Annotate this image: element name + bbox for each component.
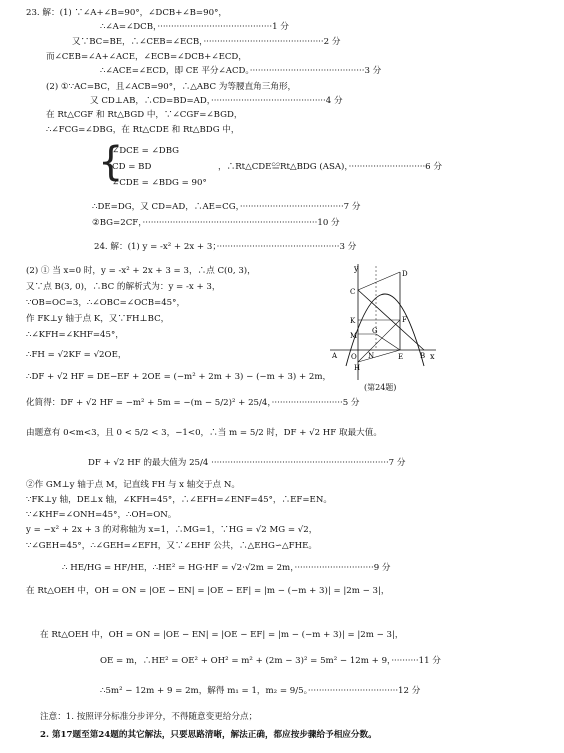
q24-part2-line-5: ∴∠KFH=∠KHF=45°，: [26, 330, 124, 340]
q24-part2-line-7: ∴DF + √2 HF = DE−EF + 2OE = (−m² + 2m + 3) − (−m + 3) + 2m，: [26, 372, 332, 382]
q24-header: 24. 解：(1) y = -x² + 2x + 3；·············································3 分: [94, 242, 357, 252]
system-row-1: ∠DCE = ∠DBG: [112, 146, 180, 156]
q24-part2-line-10: DF + √2 HF 的最大值为 25/4 ·································································7 分: [88, 458, 406, 468]
q23-step-3: 而∠CEB=∠A+∠ACE，∠ECB=∠DCB+∠ECD，: [46, 52, 247, 62]
system-row-3: ∠CDE = ∠BDG = 90°: [112, 178, 207, 188]
q24-part3-line-6: ∴ HE/HG = HF/HE，∴HE² = HG·HF = √2·√2m = 2m，·····························9 分: [62, 563, 391, 573]
system-brace: {: [98, 139, 124, 185]
label-f: F: [402, 316, 407, 324]
label-g: G: [372, 327, 378, 335]
q24-part3-line-10: ∴5m² − 12m + 9 = 2m，解得 m₁ = 1，m₂ = 9/5。·································12 分: [100, 686, 421, 696]
q24-part3-line-4: y = −x² + 2x + 3 的对称轴为 x=1，∴MG=1，∵HG = √2 MG = √2，: [26, 525, 318, 535]
q24-part2-line-6: ∴FH = √2KF = √2OE，: [26, 350, 127, 360]
label-b: B: [420, 352, 426, 360]
q24-figure: [330, 262, 438, 394]
q23-part2-step-4: ∴DE=DG，又 CD=AD，∴AE=CG，······································7 分: [92, 202, 361, 212]
q23-step-1: ∴∠A=∠DCB，··········································1 分: [100, 22, 289, 32]
note-line-1: 注意：1. 按照评分标准分步评分，不得随意变更给分点；: [40, 712, 258, 722]
label-o: O: [351, 353, 357, 361]
system-row-2: CD = BD: [112, 162, 152, 172]
label-e: E: [398, 353, 404, 361]
label-k: K: [350, 317, 356, 325]
label-d: D: [402, 270, 408, 278]
q23-part2-header: (2) ①∵AC=BC，且∠ACB=90°，∴△ABC 为等腰直角三角形，: [46, 82, 297, 92]
label-a: A: [332, 352, 338, 360]
q24-part2-line-8: 化简得：DF + √2 HF = −m² + 5m = −(m − 5/2)² + 25/4，··························5 分: [26, 398, 360, 408]
q23-step-2: 又∵BC=BE，∴∠CEB=∠ECB，············································2 分: [72, 37, 341, 47]
line-cd: [358, 272, 400, 290]
label-m: M: [350, 332, 358, 340]
q23-header: 23. 解：(1) ∵∠A+∠B=90°，∠DCB+∠B=90°，: [26, 8, 227, 18]
q23-part2-answer-2: ②BG=2CF，································································10 分: [92, 218, 340, 228]
q23-part2-step-2: 在 Rt△CGF 和 Rt△BGD 中，∵∠CGF=∠BGD，: [46, 110, 243, 120]
q24-part2-line-2: 又∵点 B(3, 0)，∴BC 的解析式为：y = -x + 3，: [26, 282, 221, 292]
q24-part3-line-7: 在 Rt△OEH 中，OH = ON = |OE − EN| = |OE − EF| = |m − (−m + 3)| = |2m − 3|，: [26, 586, 390, 596]
q24-part2-line-4: 作 FK⊥y 轴于点 K，又∵FH⊥BC，: [26, 314, 170, 324]
q24-part3-line-8: 在 Rt△OEH 中，OH = ON = |OE − EN| = |OE − EF| = |m − (−m + 3)| = |2m − 3|，: [40, 630, 404, 640]
label-n: N: [368, 352, 375, 360]
note-line-2: 2. 第17题至第24题的其它解法，只要思路清晰，解法正确，都应按步骤给予相应分数。: [40, 730, 377, 740]
q24-part2-line-3: ∵OB=OC=3，∴∠OBC=∠OCB=45°，: [26, 298, 186, 308]
label-x: x: [430, 352, 435, 361]
q24-part2-line-1: (2) ① 当 x=0 时，y = -x² + 2x + 3 = 3，∴点 C(0, 3)，: [26, 266, 256, 276]
label-c: C: [350, 288, 356, 296]
label-y: y: [354, 264, 359, 273]
q23-part2-step-1: 又 CD⊥AB，∴CD=BD=AD，··········································4 分: [90, 96, 343, 106]
q24-part3-line-9: OE = m，∴HE² = OE² + OH² = m² + (2m − 3)² = 5m² − 12m + 9，··········11 分: [100, 656, 441, 666]
q24-part3-line-3: ∵∠KHF=∠ONH=45°，∴OH=ON。: [26, 510, 177, 520]
q24-part3-line-5: ∵∠GEH=45°，∴∠GEH=∠EFH，又∵∠EHF 公共，∴△EHG∽△FHE。: [26, 541, 317, 551]
figure-caption: (第24题): [364, 383, 397, 392]
q24-part3-line-1: ②作 GM⊥y 轴于点 M，记直线 FH 与 x 轴交于点 N。: [26, 480, 240, 490]
q24-part3-line-2: ∵FK⊥y 轴，DE⊥x 轴，∠KFH=45°，∴∠EFH=∠ENF=45°，∴EF=EN。: [26, 495, 332, 505]
system-conclusion: ，∴Rt△CDE≌Rt△BDG (ASA)，····························6 分: [218, 162, 442, 172]
q23-step-4: ∴∠ACE=∠ECD，即 CE 平分∠ACD。··········································3 分: [100, 66, 382, 76]
parabola-diagram: [330, 262, 438, 382]
q24-part2-line-9: 由题意有 0<m<3，且 0 < 5/2 < 3，−1<0，∴当 m = 5/2 时，DF + √2 HF 取最大值。: [26, 428, 382, 438]
line-ge: [376, 334, 400, 350]
q23-part2-step-3: ∴∠FCG=∠DBG，在 Rt△CDE 和 Rt△BDG 中，: [46, 125, 240, 135]
label-h: H: [354, 364, 361, 372]
